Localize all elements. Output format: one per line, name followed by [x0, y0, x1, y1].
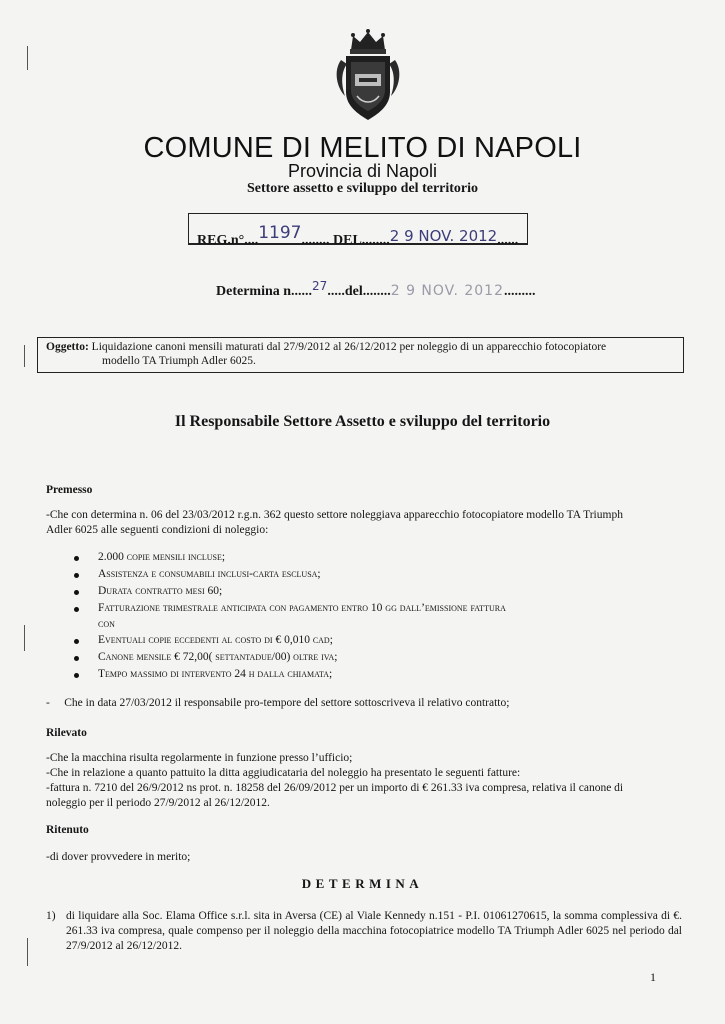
premesso-heading: Premesso [46, 484, 93, 496]
scan-mark [27, 938, 28, 966]
determina-number-handwritten: 27 [312, 279, 328, 293]
bullet-icon [74, 673, 79, 678]
reg-number-handwritten: 1197 [258, 223, 302, 243]
bullet-icon [74, 656, 79, 661]
bullet-icon [74, 639, 79, 644]
premesso-line-1: -Che con determina n. 06 del 23/03/2012 r.g.n. 362 questo settore noleggiava apparecchio fotocopiatore modello TA Triumph [46, 509, 623, 521]
ritenuto-heading: Ritenuto [46, 824, 89, 836]
rilevato-line-4: noleggio per il periodo 27/9/2012 al 26/12/2012. [46, 797, 270, 809]
decision-text: di liquidare alla Soc. Elama Office s.r.l. sita in Aversa (CE) al Viale Kennedy n.151 - P.I. 01061270615, la somma complessiva di €. 261.33 iva compresa, quale compenso per il noleggio della macchina fotocopiatrice modello TA Triumph Adler 6025 nel periodo dal 27/9/2012 al 26/12/2012. [66, 910, 682, 952]
reg-del-label: DEL [333, 233, 362, 248]
registration-line: REG.n°....1197........ DEL........2 9 NOV. 2012...... [197, 223, 519, 248]
page-number: 1 [650, 970, 656, 984]
determina-heading: DETERMINA [301, 876, 424, 891]
sector-name: Settore assetto e sviluppo del territorio [246, 181, 479, 196]
responsible-title: Il Responsabile Settore Assetto e sviluppo del territorio [174, 413, 551, 430]
determina-label: Determina n [216, 284, 292, 299]
rilevato-line-3: -fattura n. 7210 del 26/9/2012 ns prot. n. 18258 del 26/09/2012 per un importo di € 261.33 iva compresa, relativa il canone di [46, 782, 624, 794]
organization-name: COMUNE DI MELITO DI NAPOLI [143, 132, 582, 164]
premesso-line-2: Adler 6025 alle seguenti condizioni di noleggio: [46, 524, 269, 536]
reg-date-stamp: 2 9 NOV. 2012 [389, 227, 498, 245]
rilevato-line-2: -Che in relazione a quanto pattuito la ditta aggiudicataria del noleggio ha presentato le seguenti fatture: [46, 767, 521, 779]
decision-number: 1) [46, 910, 56, 922]
determina-date-stamp: 2 9 NOV. 2012 [390, 283, 504, 299]
rilevato-heading: Rilevato [46, 727, 87, 739]
subject-line-2: modello TA Triumph Adler 6025. [102, 355, 256, 367]
determina-del-label: del [344, 284, 363, 299]
scan-mark [24, 625, 25, 651]
subject-label: Oggetto: [46, 341, 89, 353]
rilevato-line-1: -Che la macchina risulta regolarmente in funzione presso l’ufficio; [46, 752, 353, 764]
contract-line: - Che in data 27/03/2012 il responsabile pro-tempore del settore sottoscriveva il relativo contratto; [46, 697, 510, 709]
determina-line: Determina n......27.....del........2 9 NOV. 2012......... [216, 279, 536, 299]
reg-label: REG.n° [197, 233, 245, 248]
scan-mark [27, 46, 28, 70]
bullet-icon [74, 556, 79, 561]
ritenuto-line: -di dover provvedere in merito; [46, 851, 191, 863]
bullet-icon [74, 573, 79, 578]
subject-text [46, 340, 680, 368]
subject-line-1: Liquidazione canoni mensili maturati dal 27/9/2012 al 26/12/2012 per noleggio di un apparecchio fotocopiatore [91, 341, 607, 353]
bullet-icon [74, 607, 79, 612]
bullet-icon [74, 590, 79, 595]
decision-item [46, 909, 682, 954]
province-name: Provincia di Napoli [287, 161, 438, 181]
scan-mark [24, 345, 25, 367]
coat-of-arms-icon [331, 26, 405, 126]
